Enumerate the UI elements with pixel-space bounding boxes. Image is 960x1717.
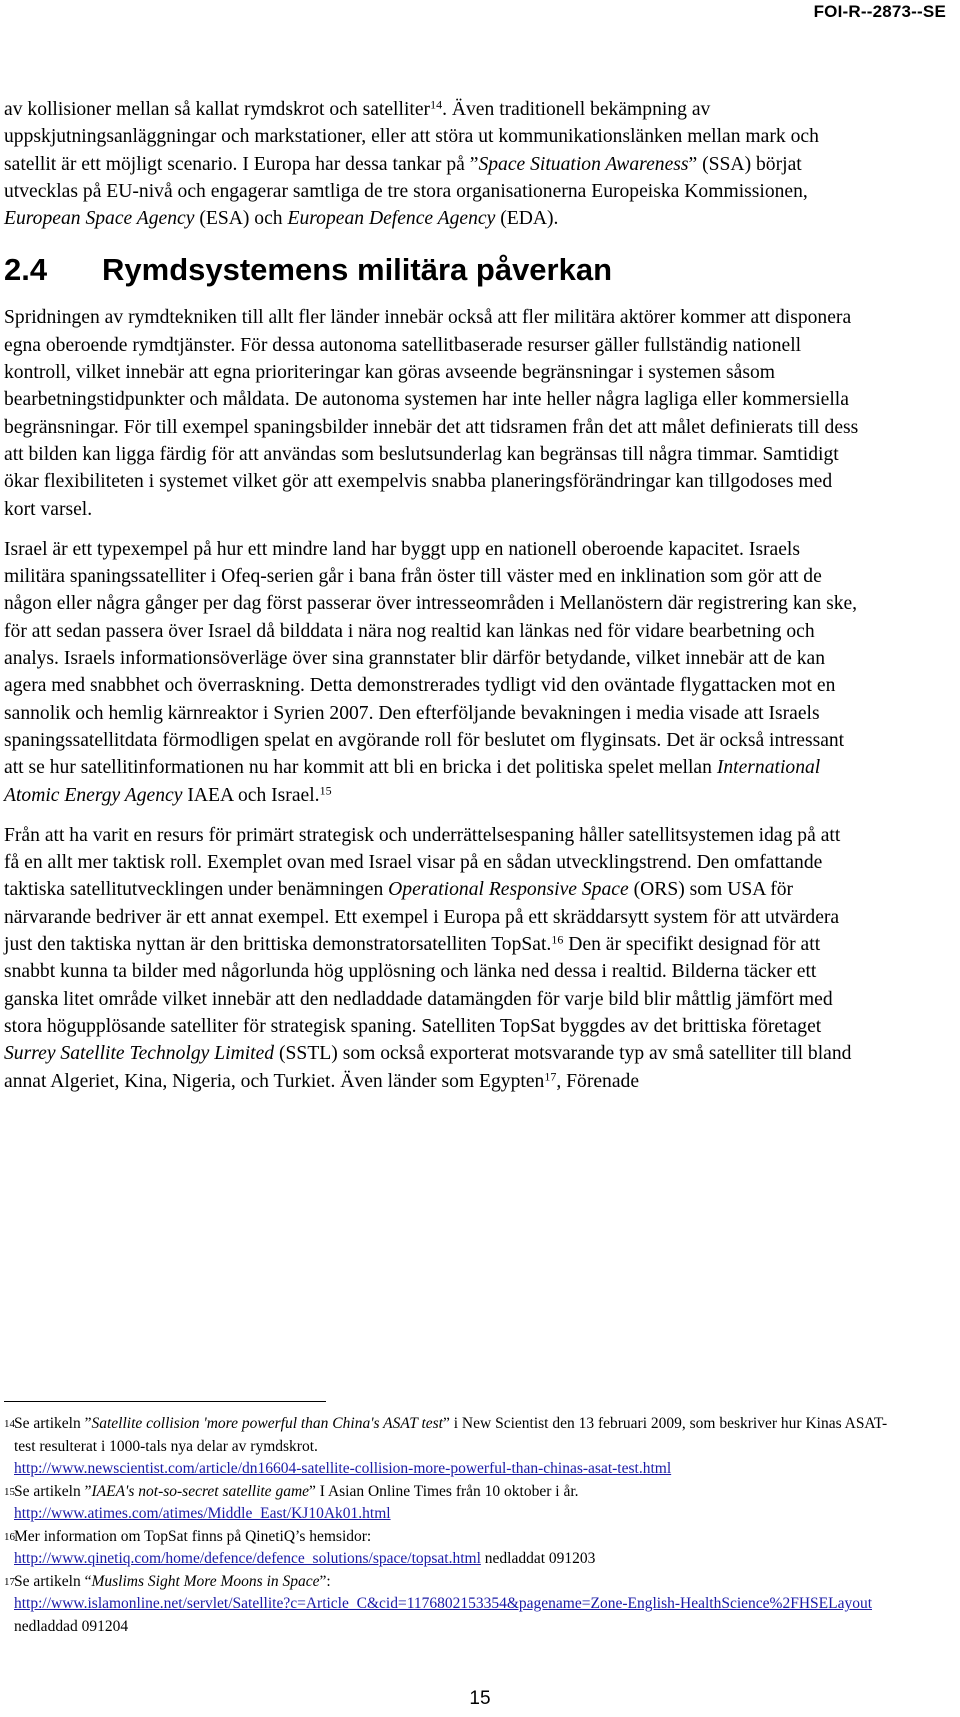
article-title: IAEA's not-so-secret satellite game bbox=[91, 1482, 310, 1500]
italic-term: Surrey Satellite Technolgy Limited bbox=[4, 1043, 275, 1065]
page-number: 15 bbox=[469, 1688, 491, 1709]
footnote-link[interactable]: http://www.atimes.com/atimes/Middle_East/KJ10Ak01.html bbox=[14, 1505, 391, 1522]
footnote-15 bbox=[4, 1481, 904, 1526]
text: Se artikeln ” bbox=[14, 1415, 92, 1432]
text: Mer information om TopSat finns på QinetiQ’s hemsidor: bbox=[14, 1527, 372, 1545]
text: ”: bbox=[319, 1572, 331, 1590]
footnote-ref[interactable]: 16 bbox=[551, 932, 564, 947]
footnote-divider bbox=[4, 1401, 326, 1402]
article-title: Muslims Sight More Moons in Space bbox=[91, 1572, 320, 1590]
footnote-ref[interactable]: 17 bbox=[544, 1068, 557, 1083]
text: , Förenade bbox=[556, 1070, 640, 1092]
footnote-link[interactable]: http://www.islamonline.net/servlet/Satellite?c=Article_C&cid=1176802153354&pagename=Zone-English-HealthScience%2FHSELayout bbox=[14, 1595, 873, 1612]
download-note: nedladdad 091204 bbox=[14, 1617, 129, 1635]
text: ” i New Scientist den 13 februari 2009, som beskriver hur Kinas ASAT-test resulterat i 1000-tals nya delar av rymdskrot. bbox=[14, 1415, 888, 1455]
footnote-14 bbox=[4, 1413, 904, 1481]
text: I Europa har dessa tankar på ” bbox=[237, 153, 479, 175]
text: ” (SSA) börjat utvecklas på EU-nivå och engagerar samtliga de tre stora organisationerna Europeiska Kommissionen, bbox=[4, 153, 808, 202]
article-title: Satellite collision 'more powerful than China's ASAT test bbox=[91, 1415, 443, 1432]
italic-term: Operational Responsive Space bbox=[388, 879, 629, 901]
text: Från att ha varit en resurs för primärt strategisk och underrättelsespaning håller satellitsystemen idag på att få en allt mer taktisk roll. Exemplet ovan med Israel visar på en sådan utvecklingstrend. Den omfattande taktiska satellitutvecklingen under benämningen bbox=[4, 824, 841, 901]
italic-term: European Space Agency bbox=[4, 208, 195, 230]
footnote-16 bbox=[4, 1526, 904, 1571]
text: Se artikeln ” bbox=[14, 1482, 92, 1500]
report-id: FOI-R--2873--SE bbox=[813, 2, 946, 21]
footnote-number: 14 bbox=[4, 1418, 15, 1430]
text: Den är specifikt designad för att snabbt kunna ta bilder med någorlunda hög upplösning och länka ned dessa i realtid. Bilderna täcker ett ganska litet område vilket innebär att den nedladdade datamängden för varje bild blir måttlig jämfört med stora högupplösande satelliter för strategisk spaning. Satelliten TopSat byggdes av det brittiska företaget bbox=[4, 934, 833, 1037]
text: (SSTL) som också exporterat motsvarande typ av små satelliter till bland annat Algeriet, Kina, Nigeria, och Turkiet. Även länder som Egypten bbox=[4, 1043, 852, 1092]
footnote-link[interactable]: http://www.qinetiq.com/home/defence/defence_solutions/space/topsat.html bbox=[14, 1550, 481, 1567]
footnote-17 bbox=[4, 1571, 904, 1639]
paragraph-4 bbox=[4, 822, 859, 1095]
footnote-number: 15 bbox=[4, 1485, 15, 1498]
text: av kollisioner mellan så kallat rymdskrot och satelliter bbox=[4, 99, 431, 120]
section-heading bbox=[4, 252, 859, 288]
footnotes bbox=[4, 1413, 904, 1638]
text: . Även traditionell bekämpning av uppskjutningsanläggningar och markstationer, eller att störa ut kommunikationslänken mellan mark och satellit är ett möjligt scenario. bbox=[4, 99, 819, 175]
footnote-number: 17 bbox=[4, 1575, 15, 1588]
footnote-ref[interactable]: 14 bbox=[430, 97, 443, 112]
footnote-number: 16 bbox=[4, 1530, 15, 1543]
paragraph-3 bbox=[4, 536, 859, 809]
section-number: 2.4 bbox=[4, 252, 48, 288]
text: (EDA). bbox=[495, 208, 559, 230]
footnote-ref[interactable]: 15 bbox=[319, 782, 332, 797]
main-content bbox=[4, 96, 859, 1108]
paragraph-2: Spridningen av rymdtekniken till allt fler länder innebär också att fler militära aktörer kommer att disponera egna oberoende rymdtjänster. För dessa autonoma satellitbaserade resurser gäller fullständig nationell kontroll, vilket innebär att egna prioriteringar kan göras avseende begränsningar i systemen såsom bearbetningstidpunkter och måldata. De autonoma systemen har inte heller några lagliga eller kommersiella begränsningar. För till exempel spaningsbilder innebär det att tidsramen från det att målet definierats till dess att bilden kan ligga färdig för att användas som beslutsunderlag kan begränsas till några timmar. Samtidigt ökar flexibiliteten i systemet vilket gör att exempelvis snabba planeringsförändringar kan tillgodoses med kort varsel. bbox=[4, 307, 859, 520]
italic-term: European Defence Agency bbox=[287, 208, 496, 230]
text: (ORS) som USA för närvarande bedriver är ett annat exempel. Ett exempel i Europa på ett skräddarsytt system för att utvärdera just den taktiska nyttan är den brittiska demonstratorsatelliten TopSat. bbox=[4, 879, 840, 956]
italic-term: Space Situation Awareness bbox=[478, 153, 689, 175]
text: ” I Asian Online Times från 10 oktober i år. bbox=[309, 1482, 579, 1500]
paragraph-1 bbox=[4, 96, 859, 232]
text: IAEA och Israel. bbox=[182, 784, 320, 806]
text: (ESA) och bbox=[194, 208, 288, 230]
italic-term: International Atomic Energy Agency bbox=[4, 757, 821, 806]
text: Israel är ett typexempel på hur ett mindre land har byggt upp en nationell oberoende kapacitet. Israels militära spaningssatelliter i Ofeq-serien går i bana från öster till väster med en inklination som gör att de någon eller några gånger per dag först passerar över intresseområden i Mellanöstern där registrering kan ske, för att sedan passera över Israel då bilddata i nära nog realtid kan länkas ned för vidare bearbetning och analys. Israels informationsöverläge över sina grannstater blir därför betydande, vilket innebär att de kan agera med snabbhet och överraskning. Detta demonstrerades tydligt vid den oväntade flygattacken mot en sannolik och hemlig kärnreaktor i Syrien 2007. Den efterföljande bevakningen i media visade att Israels spaningssatellitdata förmodligen spelat en avgörande roll för beslutet om flyginsats. Det är också intressant att se hur satellitinformationen nu har kommit att bli en bricka i det politiska spelet mellan bbox=[4, 538, 858, 779]
text: Se artikeln “ bbox=[14, 1572, 92, 1590]
footnote-link[interactable]: http://www.newscientist.com/article/dn16604-satellite-collision-more-powerful-than-chinas-asat-test.html bbox=[14, 1460, 672, 1477]
download-note: nedladdat 091203 bbox=[480, 1550, 596, 1567]
section-title: Rymdsystemens militära påverkan bbox=[102, 252, 613, 288]
